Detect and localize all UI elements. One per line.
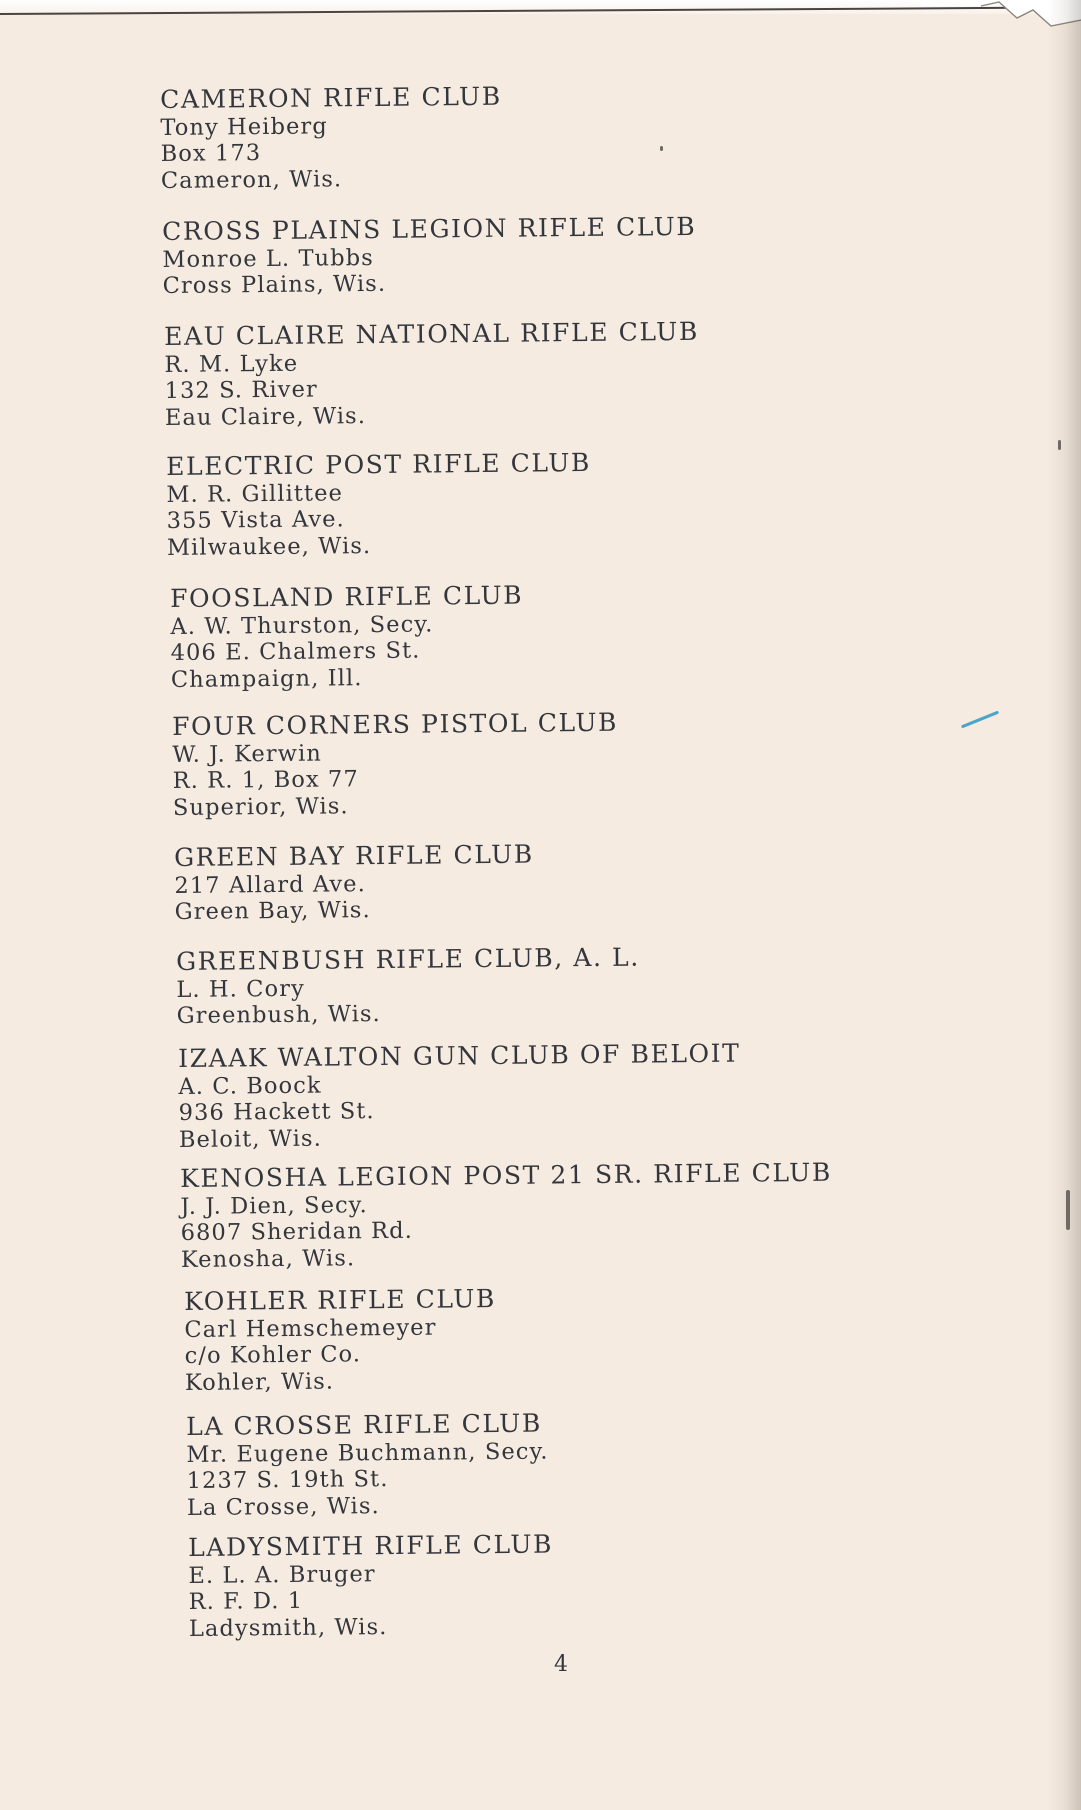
address-line: 132 S. River [164, 376, 318, 405]
club-entry [176, 943, 641, 1030]
city-line: Superior, Wis. [172, 792, 349, 821]
city-line: Beloit, Wis. [178, 1125, 323, 1153]
city-line: Ladysmith, Wis. [188, 1613, 388, 1642]
address-line: 355 Vista Ave. [166, 506, 346, 535]
club-name: LA CROSSE RIFLE CLUB [186, 1408, 542, 1441]
club-entry [160, 82, 503, 194]
club-entry [184, 1284, 497, 1396]
club-entry [162, 212, 697, 300]
city-line: Cross Plains, Wis. [162, 271, 387, 300]
city-line: Eau Claire, Wis. [164, 402, 367, 431]
contact-name: M. R. Gillittee [166, 480, 344, 508]
club-name: EAU CLAIRE NATIONAL RIFLE CLUB [164, 316, 699, 351]
club-name: ELECTRIC POST RIFLE CLUB [166, 447, 592, 481]
contact-name: R. M. Lyke [164, 350, 299, 378]
club-name: CAMERON RIFLE CLUB [160, 81, 502, 114]
club-name: FOUR CORNERS PISTOL CLUB [172, 707, 619, 741]
city-line: Champaign, Ill. [170, 664, 363, 693]
club-entry [166, 448, 592, 561]
club-name: FOOSLAND RIFLE CLUB [170, 580, 524, 613]
club-name: GREEN BAY RIFLE CLUB [174, 839, 534, 872]
club-entry [172, 708, 619, 821]
address-line: 6807 Sheridan Rd. [180, 1218, 414, 1247]
contact-name: J. J. Dien, Secy. [180, 1192, 368, 1220]
club-entry [180, 1158, 833, 1273]
contact-name: A. W. Thurston, Secy. [170, 611, 434, 640]
page-number: 4 [554, 1652, 568, 1677]
club-name: CROSS PLAINS LEGION RIFLE CLUB [162, 211, 697, 246]
contact-name: Mr. Eugene Buchmann, Secy. [186, 1438, 549, 1468]
contact-name: Tony Heiberg [160, 113, 328, 141]
address-line: 217 Allard Ave. [174, 871, 367, 899]
club-name: GREENBUSH RIFLE CLUB, A. L. [176, 942, 640, 976]
club-name: LADYSMITH RIFLE CLUB [188, 1529, 554, 1562]
city-line: Green Bay, Wis. [174, 897, 371, 926]
club-name: IZAAK WALTON GUN CLUB OF BELOIT [178, 1038, 741, 1073]
club-entry [186, 1409, 549, 1521]
contact-name: E. L. A. Bruger [188, 1561, 376, 1589]
club-entry [170, 581, 524, 693]
club-entry [188, 1529, 554, 1641]
city-line: Kohler, Wis. [184, 1368, 335, 1396]
contact-name: Monroe L. Tubbs [162, 244, 374, 273]
city-line: Greenbush, Wis. [176, 1001, 381, 1030]
club-name: KOHLER RIFLE CLUB [184, 1284, 497, 1316]
address-line: 1237 S. 19th St. [186, 1466, 389, 1495]
club-entry [174, 840, 534, 926]
address-line: R. F. D. 1 [188, 1588, 304, 1616]
contact-name: A. C. Boock [178, 1072, 322, 1100]
address-line: 406 E. Chalmers St. [170, 637, 421, 667]
city-line: Milwaukee, Wis. [166, 532, 372, 561]
contact-name: Carl Hemschemeyer [184, 1314, 437, 1343]
club-name: KENOSHA LEGION POST 21 SR. RIFLE CLUB [180, 1157, 833, 1193]
address-line: c/o Kohler Co. [184, 1341, 362, 1370]
address-line: 936 Hackett St. [178, 1098, 375, 1127]
contact-name: W. J. Kerwin [172, 740, 323, 768]
address-line: Box 173 [160, 140, 262, 168]
club-entry [178, 1039, 741, 1153]
address-line: R. R. 1, Box 77 [172, 766, 359, 795]
club-entry [164, 317, 700, 431]
contact-name: L. H. Cory [176, 975, 305, 1003]
city-line: La Crosse, Wis. [186, 1492, 380, 1521]
city-line: Cameron, Wis. [160, 165, 343, 194]
city-line: Kenosha, Wis. [180, 1244, 356, 1273]
